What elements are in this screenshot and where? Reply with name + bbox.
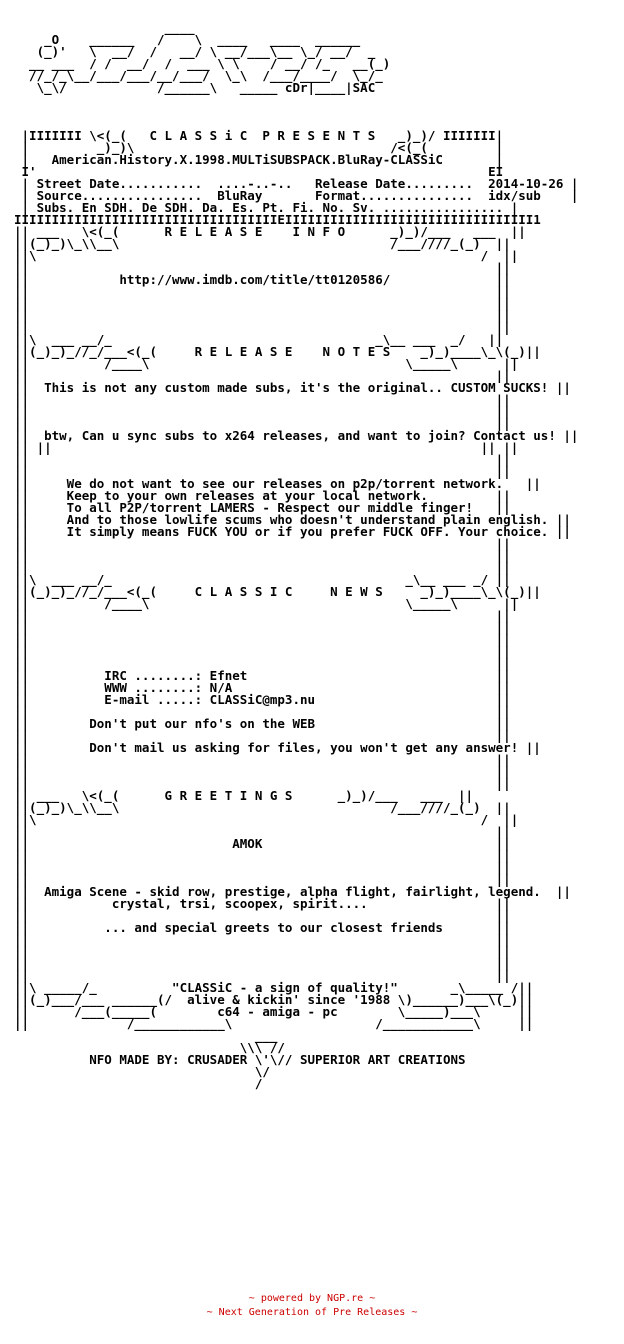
nfo-line: || ||: [14, 644, 511, 659]
nfo-line: || ||: [14, 908, 511, 923]
nfo-line: \\\ //: [14, 1040, 285, 1055]
nfo-line: __ ___ / / __/ / ___ \ \ / __/ /_ __(_): [14, 56, 391, 71]
nfo-line: || ||: [14, 848, 511, 863]
nfo-line: | _)_)\ /<(_( |: [14, 140, 504, 155]
nfo-line: \/: [14, 1064, 270, 1079]
nfo-line: || ||: [14, 404, 511, 419]
nfo-line: || ||: [14, 944, 511, 959]
nfo-line: || ||: [14, 368, 511, 383]
nfo-line: I' EI: [14, 164, 504, 179]
nfo-line: || /____________\ /____________\ ||: [14, 1016, 534, 1031]
nfo-line: || And to those lowlife scums who doesn't understand plain english. ||: [14, 512, 571, 527]
nfo-line: || ||: [14, 560, 511, 575]
nfo-line: ||(_)_)_//_/___<(_( C L A S S I C N E W S _)_)____\_\(_)||: [14, 584, 541, 599]
nfo-line: IIIIIIIIIIIIIIIIIIIIIIIIIIIIIIIIIIIEIIIIIIIIIIIIIIIIIIIIIIIIIIIIIIIII1: [14, 212, 541, 227]
nfo-line: || It simply means FUCK YOU or if you prefer FUCK OFF. Your choice. ||: [14, 524, 571, 539]
nfo-line: || ||: [14, 968, 511, 983]
nfo-line: (_)' \ __/ / __/ \ __/___\__ \_/ __/ _: [14, 44, 376, 59]
nfo-line: || ||: [14, 536, 511, 551]
nfo-line: || WWW ........: N/A ||: [14, 680, 511, 695]
nfo-line: | American.History.X.1998.MULTiSUBSPACK.BluRay-CLASSiC |: [14, 152, 504, 167]
nfo-line: /: [14, 1076, 263, 1091]
nfo-line: || ||: [14, 776, 511, 791]
nfo-line: ||\ ___ __/_ _\__ ___ _/ ||: [14, 572, 511, 587]
ngp-link[interactable]: ~ powered by NGP.re ~: [248, 1293, 376, 1304]
nfo-line: || ||: [14, 608, 511, 623]
nfo-line: | Source................ BluRay Format............... idx/sub |: [14, 188, 579, 203]
nfo-line: |IIIIIII \<(_( C L A S S i C P R E S E N T S _)_)/ IIIIIII|: [14, 128, 504, 143]
nfo-line: ||(_)_)\_\\__\ /___////_(_) ||: [14, 236, 511, 251]
nfo-line: || ||: [14, 620, 511, 635]
nfo-line: || ||: [14, 296, 511, 311]
nfo-line: || AMOK ||: [14, 836, 511, 851]
nfo-text: [14, 10, 578, 1090]
nfo-line: ||\ _____/_ "CLASSiC - a sign of quality!" _\_____ /||: [14, 980, 534, 995]
nfo-line: || Keep to your own releases at your local network. ||: [14, 488, 511, 503]
nfo-line: || To all P2P/torrent LAMERS - Respect our middle finger! ||: [14, 500, 511, 515]
nfo-line: \_\/ /______\ _____ cDr|____|SAC: [14, 80, 383, 95]
nfo-line: || /____\ \_____\ ||: [14, 356, 519, 371]
nfo-line: || ||: [14, 872, 511, 887]
nfo-line: || ||: [14, 452, 511, 467]
nfo-line: || ||: [14, 656, 511, 671]
nfo-line: || We do not want to see our releases on p2p/torrent network. ||: [14, 476, 541, 491]
nfo-line: || /____\ \_____\ ||: [14, 596, 519, 611]
nfo-line: || ||: [14, 284, 511, 299]
nfo-line: || ___ \<(_( G R E E T I N G S _)_)/___ ___ ||: [14, 788, 474, 803]
nfo-line: ____: [14, 20, 195, 35]
nfo-line: || || || ||: [14, 440, 519, 455]
nfo-line: || ||: [14, 308, 511, 323]
nfo-line: || ||: [14, 824, 511, 839]
nfo-line: ||\ ___ __/_ _\__ ___ _/ ||: [14, 332, 504, 347]
nfo-line: || ||: [14, 764, 511, 779]
footer-powered-by: [0, 1292, 624, 1306]
nfo-line: || IRC ........: Efnet ||: [14, 668, 511, 683]
nfo-line: || ||: [14, 416, 511, 431]
nfo-line: || ||: [14, 752, 511, 767]
nfo-line: | Subs. En SDH. De SDH. Da. Es. Pt. Fi. No. Sv. ................ |: [14, 200, 519, 215]
nfo-line: || ||: [14, 704, 511, 719]
nfo-line: || Amiga Scene - skid row, prestige, alpha flight, fairlight, legend. ||: [14, 884, 571, 899]
nfo-line: ||\ / ||: [14, 812, 519, 827]
nfo-line: || ___ \<(_( R E L E A S E I N F O _)_)/___ ___ ||: [14, 224, 526, 239]
nfo-line: || crystal, trsi, scoopex, spirit.... ||: [14, 896, 511, 911]
nfo-line: || ||: [14, 320, 511, 335]
nfo-line: || Don't put our nfo's on the WEB ||: [14, 716, 511, 731]
nfo-line: ||(_)_)_//_/___<(_( R E L E A S E N O T E S _)_)____\_\(_)||: [14, 344, 541, 359]
nfo-line: || ... and special greets to our closest friends ||: [14, 920, 511, 935]
nfo-line: ||(_)___/___ ______(/ alive & kickin' since '1988 \)______)___\(_)||: [14, 992, 534, 1007]
nfo-line: || ||: [14, 860, 511, 875]
nfo-line: || /___(_____( c64 - amiga - pc \_____)___\ ||: [14, 1004, 534, 1019]
nfo-line: || btw, Can u sync subs to x264 releases, and want to join? Contact us! ||: [14, 428, 579, 443]
nfo-line: | Street Date........... ....-..-.. Release Date......... 2014-10-26 |: [14, 176, 579, 191]
nfo-line: || Don't mail us asking for files, you won't get any answer! ||: [14, 740, 541, 755]
footer-tagline: [0, 1306, 624, 1320]
nfo-line: || ||: [14, 956, 511, 971]
nfo-line: ___: [14, 1028, 278, 1043]
nfo-line: || ||: [14, 464, 511, 479]
nfo-line: || ||: [14, 260, 511, 275]
nfo-line: || ||: [14, 548, 511, 563]
nfo-line: || This is not any custom made subs, it's the original.. CUSTOM SUCKS! ||: [14, 380, 571, 395]
nfo-line: || ||: [14, 632, 511, 647]
nfo-line: || E-mail .....: CLASSiC@mp3.nu ||: [14, 692, 511, 707]
nfo-line: NFO MADE BY: CRUSADER \'\// SUPERIOR ART CREATIONS: [14, 1052, 466, 1067]
nfo-line: _O ______ / \ ____ ____ ______: [14, 32, 361, 47]
nfo-line: //_/_\__/___/___/__/___/ \_\ /___/____/ \_/_: [14, 68, 383, 83]
nfo-line: ||(_)_)\_\\__\ /___////_(_) ||: [14, 800, 511, 815]
nfo-line: ||\ / ||: [14, 248, 519, 263]
nfo-line: || ||: [14, 932, 511, 947]
nfo-line: || http://www.imdb.com/title/tt0120586/ ||: [14, 272, 511, 287]
nfo-line: || ||: [14, 392, 511, 407]
ngp-tagline-link[interactable]: ~ Next Generation of Pre Releases ~: [206, 1307, 418, 1318]
nfo-line: || ||: [14, 728, 511, 743]
